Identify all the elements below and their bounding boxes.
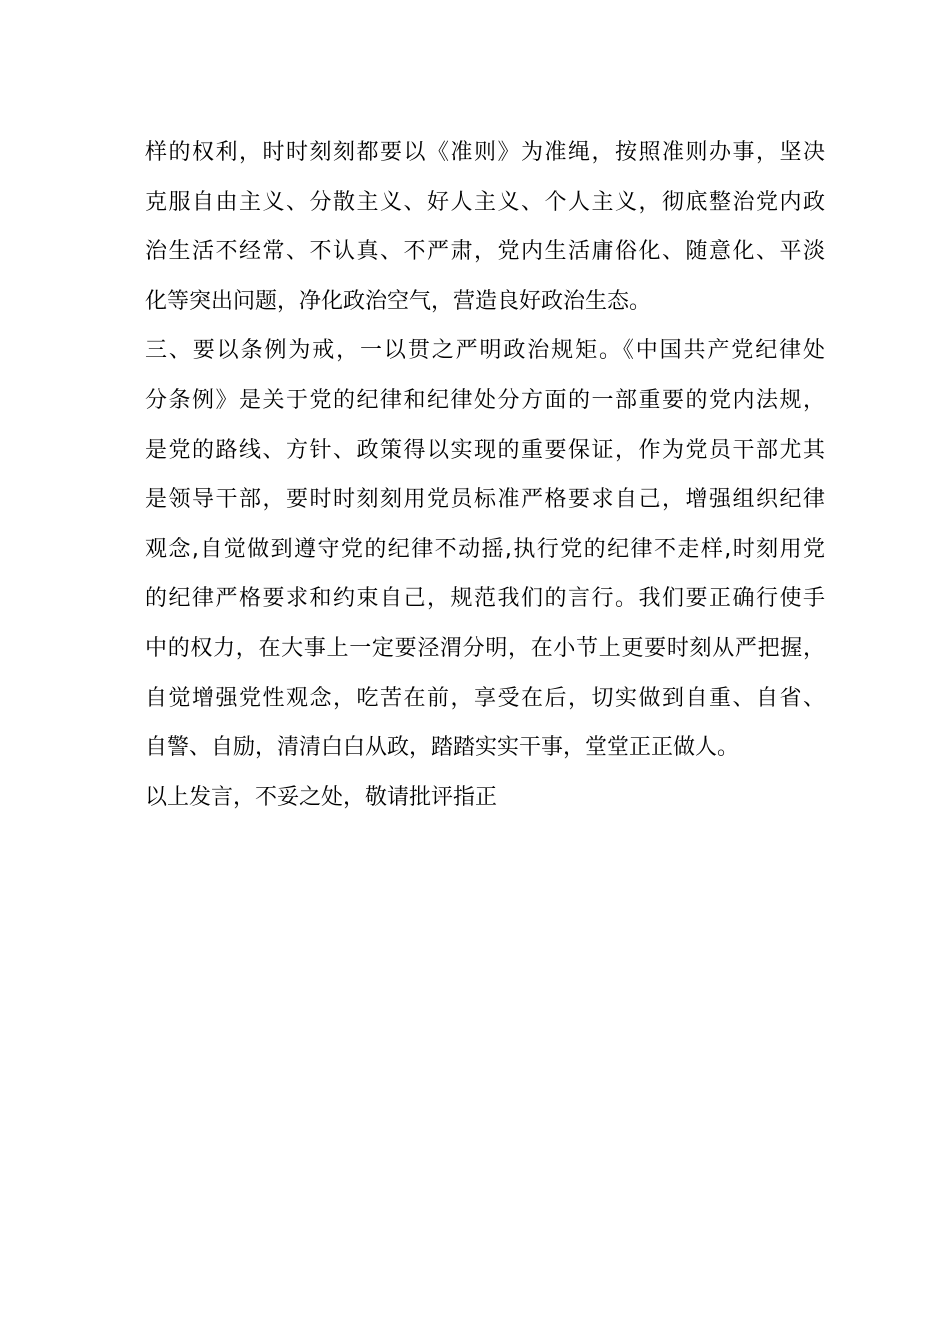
text-line: 分条例》是关于党的纪律和纪律处分方面的一部重要的党内法规， — [145, 387, 825, 413]
text-line: 三、要以条例为戒，一以贯之严明政治规矩。《中国共产党纪律处 — [145, 338, 825, 364]
text-line: 化等突出问题，净化政治空气，营造良好政治生态。 — [145, 288, 652, 314]
text-line: 是党的路线、方针、政策得以实现的重要保证，作为党员干部尤其 — [145, 437, 825, 463]
text-line: 样的权利，时时刻刻都要以《准则》为准绳，按照准则办事，坚决 — [145, 140, 825, 165]
text-line: 自警、自励，清清白白从政，踏踏实实干事，堂堂正正做人。 — [145, 735, 740, 761]
text-line: 中的权力，在大事上一定要泾渭分明，在小节上更要时刻从严把握， — [145, 635, 825, 661]
text-line: 自觉增强党性观念，吃苦在前，享受在后，切实做到自重、自省、 — [145, 685, 825, 711]
text-line: 是领导干部，要时时刻刻用党员标准严格要求自己，增强组织纪律 — [145, 487, 825, 513]
text-line: 以上发言，不妥之处，敬请批评指正 — [145, 784, 498, 810]
text-line: 的纪律严格要求和约束自己，规范我们的言行。我们要正确行使手 — [145, 586, 825, 612]
text-line: 观念,自觉做到遵守党的纪律不动摇,执行党的纪律不走样,时刻用党 — [145, 536, 825, 562]
text-line: 治生活不经常、不认真、不严肃，党内生活庸俗化、随意化、平淡 — [145, 239, 825, 265]
text-line: 克服自由主义、分散主义、好人主义、个人主义，彻底整治党内政 — [145, 189, 825, 215]
document-body — [145, 128, 825, 822]
